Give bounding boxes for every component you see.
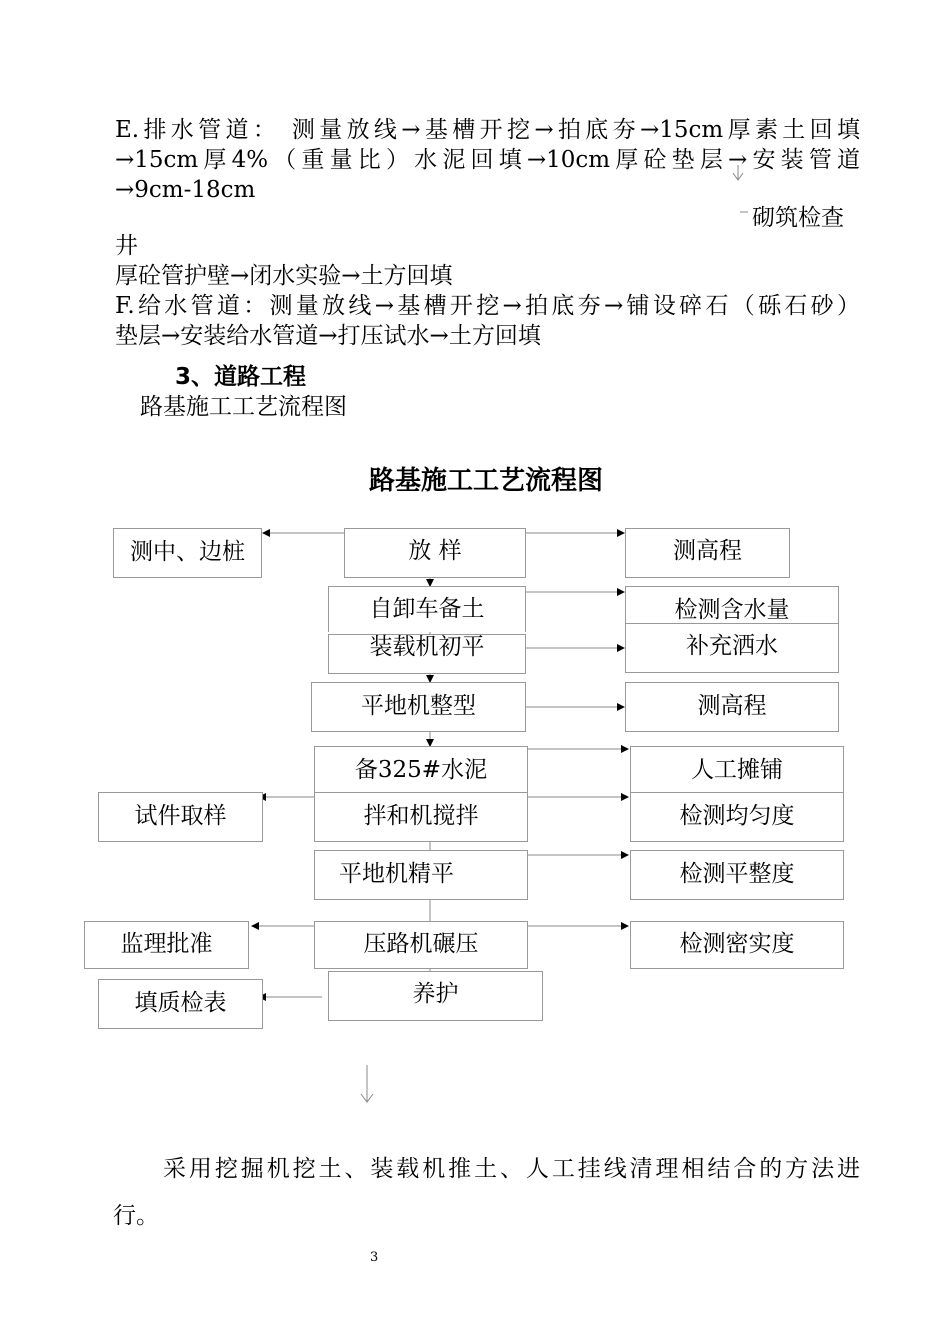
box-left-3: 监理批准 xyxy=(84,921,249,969)
stray-arrow-bottom xyxy=(361,1065,373,1102)
box-right-7: 检测平整度 xyxy=(630,850,844,900)
page-number: 3 xyxy=(370,1250,379,1265)
box-right-4: 测高程 xyxy=(625,682,839,732)
box-right-3: 补充洒水 xyxy=(625,623,839,673)
box-right-5: 人工摊铺 xyxy=(630,746,844,792)
drainage-line-1: E.排水管道： 测量放线→基槽开挖→拍底夯→15cm厚素土回填 xyxy=(115,117,860,143)
water-supply-line-1: F.给水管道：测量放线→基槽开挖→拍底夯→铺设碎石（砾石砂） xyxy=(115,293,860,319)
box-center-5: 备325#水泥 xyxy=(314,746,528,792)
drainage-line-3b: 砌筑检查 xyxy=(752,205,844,231)
section-heading: 3、道路工程 xyxy=(175,364,307,390)
box-center-9: 养护 xyxy=(328,971,543,1021)
box-center-1: 放 样 xyxy=(344,528,526,578)
box-right-6: 检测均匀度 xyxy=(630,792,844,842)
box-center-7: 平地机精平 xyxy=(314,850,528,900)
box-left-1: 测中、边桩 xyxy=(113,528,262,578)
section-subheading: 路基施工工艺流程图 xyxy=(140,394,347,420)
box-center-4: 平地机整型 xyxy=(311,682,526,732)
box-left-4: 填质检表 xyxy=(98,979,263,1029)
box-center-2: 自卸车备土 xyxy=(328,586,526,632)
box-center-3: 装载机初平 xyxy=(328,634,526,674)
box-center-8: 压路机碾压 xyxy=(314,921,528,969)
drainage-line-3: →9cm-18cm xyxy=(115,177,256,203)
body-line-2: 行。 xyxy=(113,1203,159,1229)
water-supply-line-2: 垫层→安装给水管道→打压试水→土方回填 xyxy=(115,323,541,349)
body-line-1: 采用挖掘机挖土、装载机推土、人工挂线清理相结合的方法进 xyxy=(163,1156,860,1182)
drainage-line-4: 井 xyxy=(115,233,138,259)
box-right-2: 检测含水量 xyxy=(625,586,839,632)
box-right-1: 测高程 xyxy=(625,528,790,578)
stray-arrow-top xyxy=(733,165,743,180)
drainage-line-5: 厚砼管护壁→闭水实验→土方回填 xyxy=(115,263,453,289)
drainage-line-2: →15cm厚4%（重量比）水泥回填→10cm厚砼垫层→安装管道 xyxy=(115,147,860,173)
box-center-6: 拌和机搅拌 xyxy=(314,792,528,842)
box-right-8: 检测密实度 xyxy=(630,921,844,969)
box-left-2: 试件取样 xyxy=(98,792,263,842)
diagram-title: 路基施工工艺流程图 xyxy=(368,466,603,496)
